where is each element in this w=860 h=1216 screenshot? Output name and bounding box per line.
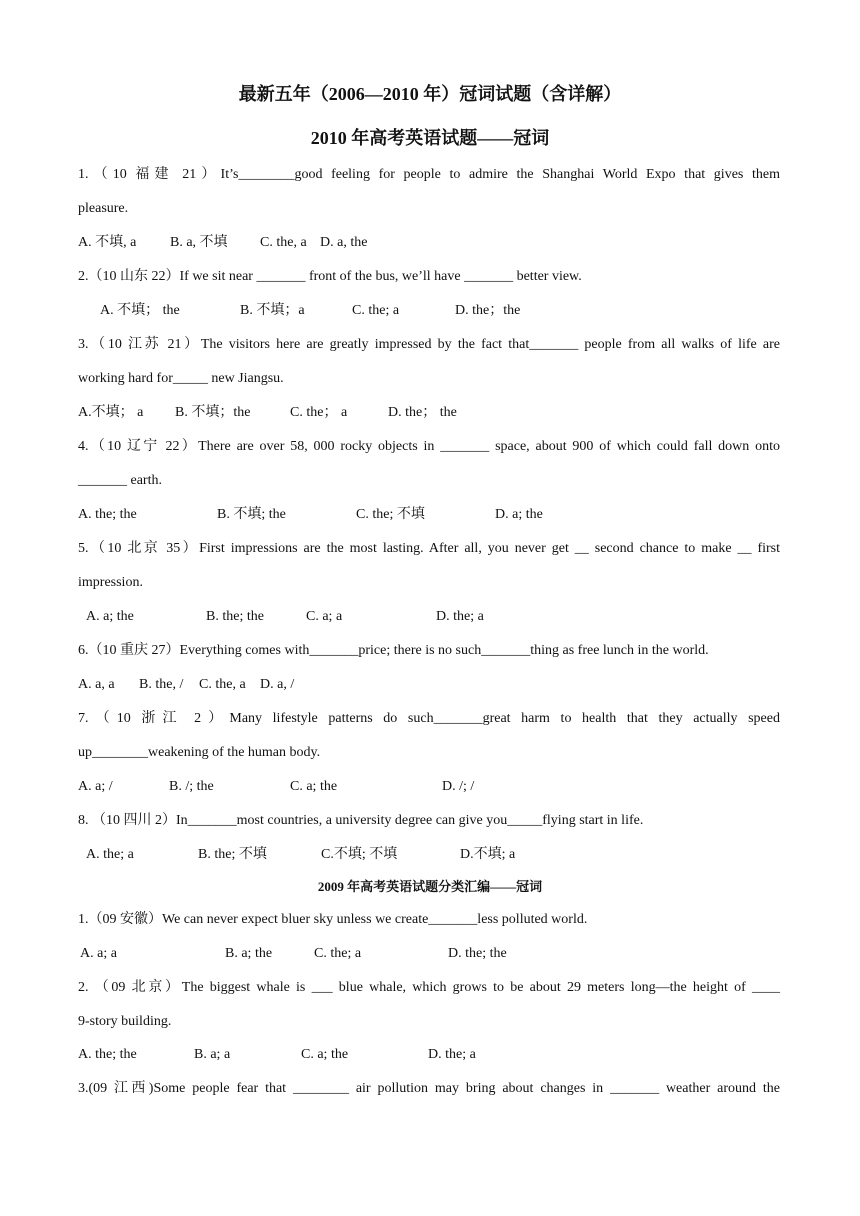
option-d: D. the; a — [428, 1047, 476, 1062]
option-b: B. the, / — [139, 677, 184, 692]
question-text-line: 2. （09 北京）The biggest whale is ___ blue whale, which grows to be about 29 meters long—the height of ____ — [78, 980, 780, 995]
option-b: B. 不填；the — [175, 405, 251, 420]
option-d: D. a; the — [495, 507, 543, 522]
question-text-line: impression. — [78, 575, 143, 590]
option-a: A. the; the — [78, 507, 137, 522]
option-d: D. the; a — [436, 609, 484, 624]
question-text-line: 5.（10 北京 35）First impressions are the most lasting. After all, you never get __ second chance to make __ first — [78, 541, 780, 556]
question-text-line: 3.(09 江西)Some people fear that ________ air pollution may bring about changes in _______ weather around the — [78, 1081, 780, 1096]
option-c: C. a; the — [301, 1047, 349, 1062]
option-c: C. a; the — [290, 779, 338, 794]
question-text-line: 2.（10 山东 22）If we sit near _______ front of the bus, we’ll have _______ better view. — [78, 269, 582, 284]
question-text-line: 4.（10 辽宁 22）There are over 58, 000 rocky objects in _______ space, about 900 of which could fall down onto — [78, 439, 780, 454]
section-title-2010: 2010 年高考英语试题——冠词 — [310, 128, 550, 148]
option-b: B. a; the — [225, 946, 273, 961]
option-c: C. the; a — [314, 946, 362, 961]
option-a: A. the; the — [78, 1047, 137, 1062]
question-text-line: 6.（10 重庆 27）Everything comes with_______price; there is no such_______thing as free lunch in the world. — [78, 643, 709, 658]
question-text-line: _______ earth. — [78, 473, 162, 488]
option-d: D. the；the — [455, 303, 521, 318]
option-a: A. the; a — [86, 847, 134, 862]
option-a: A.不填； a — [78, 405, 144, 420]
question-text-line: pleasure. — [78, 201, 129, 216]
option-d: D.不填; a — [460, 847, 516, 862]
option-b: B. 不填; the — [217, 507, 286, 522]
question-text-line: 7.（10 浙江 2）Many lifestyle patterns do such_______great harm to health that they actually speed — [78, 711, 780, 726]
option-d: D. /; / — [442, 779, 475, 794]
question-text-line: 8. （10 四川 2）In_______most countries, a university degree can give you_____flying start in life. — [78, 813, 644, 828]
option-d: D. a, the — [320, 235, 368, 250]
option-d: D. a, / — [260, 677, 295, 692]
main-title: 最新五年（2006—2010 年）冠词试题（含详解） — [238, 84, 622, 104]
option-c: C.不填; 不填 — [321, 847, 398, 862]
option-a: A. a; a — [80, 946, 117, 961]
option-a: A. a; / — [78, 779, 113, 794]
question-text-line: 1.（09 安徽）We can never expect bluer sky unless we create_______less polluted world. — [78, 912, 588, 927]
question-text-line: 1.（10 福建 21）It’s________good feeling for people to admire the Shanghai World Expo that gives them — [78, 167, 780, 182]
option-b: B. /; the — [169, 779, 214, 794]
option-a: A. 不填； the — [100, 303, 180, 318]
section-title-2009: 2009 年高考英语试题分类汇编——冠词 — [317, 879, 543, 894]
option-c: C. a; a — [306, 609, 343, 624]
question-text-line: working hard for_____ new Jiangsu. — [78, 371, 284, 386]
option-c: C. the, a — [199, 677, 246, 692]
option-b: B. 不填；a — [240, 303, 305, 318]
option-d: D. the； the — [388, 405, 457, 420]
question-text-line: 3.（10 江苏 21）The visitors here are greatly impressed by the fact that_______ people from all walks of life are — [78, 337, 780, 352]
option-b: B. a; a — [194, 1047, 231, 1062]
option-b: B. the; 不填 — [198, 847, 267, 862]
option-c: C. the; 不填 — [356, 507, 425, 522]
option-c: C. the; a — [352, 303, 400, 318]
option-a: A. 不填, a — [78, 235, 137, 250]
question-text-line: 9-story building. — [78, 1014, 172, 1029]
option-c: C. the, a — [260, 235, 307, 250]
option-a: A. a, a — [78, 677, 115, 692]
option-b: B. a, 不填 — [170, 235, 228, 250]
option-c: C. the； a — [290, 405, 348, 420]
option-a: A. a; the — [86, 609, 134, 624]
option-d: D. the; the — [448, 946, 507, 961]
option-b: B. the; the — [206, 609, 264, 624]
question-text-line: up________weakening of the human body. — [78, 745, 321, 760]
